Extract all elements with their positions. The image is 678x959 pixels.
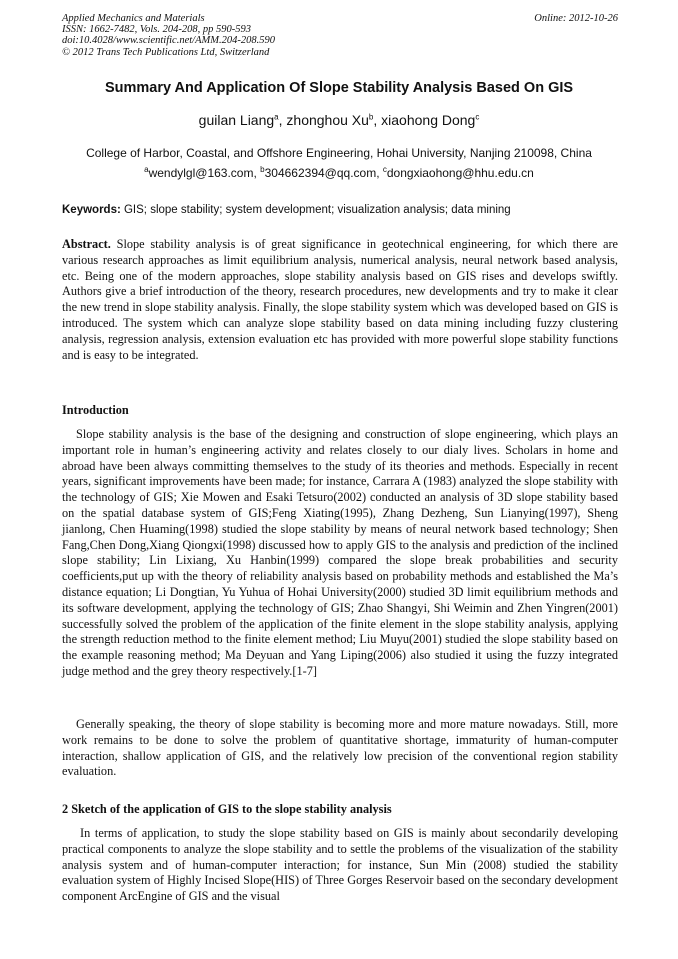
paper-title: Summary And Application Of Slope Stability Analysis Based On GIS xyxy=(104,80,574,96)
online-date: Online: 2012-10-26 xyxy=(534,13,618,24)
email-superscript: b xyxy=(260,165,265,174)
author-name: guilan Liang xyxy=(198,112,275,128)
section-heading-introduction: Introduction xyxy=(62,403,129,417)
email-superscript: a xyxy=(144,165,149,174)
abstract-label: Abstract. xyxy=(62,237,111,251)
paragraph: Generally speaking, the theory of slope stability is becoming more and more mature nowadays. Still, more work remains to be done to solve the problem of quantitative shortage, immaturity of human-computer interaction, shallow application of GIS, and the relatively low precision of the conventional region stability evaluation. xyxy=(62,717,618,779)
keywords-label: Keywords: xyxy=(62,204,121,216)
abstract-text: Slope stability analysis is of great significance in geotechnical engineering, for which there are various research approaches as limit equilibrium analysis, numerical analysis, neural network based analysis, etc. Being one of the modern approaches, slope stability analysis based on GIS rises and develops swiftly. Authors give a brief introduction of the theory, research procedures, new developments and try to make it clear the new trend in slope stability analysis. Finally, the slope stability system which was developed based on GIS is introduced. The system which can analyze slope stability based on data mining including fuzzy clustering analysis, regression analysis, extension evaluation etc has provided with more powerful slope stability functions and is easy to be integrated. xyxy=(62,237,618,362)
author-list xyxy=(40,112,638,128)
email-list xyxy=(30,166,648,180)
email-link[interactable]: wendylgl@163.com, xyxy=(148,166,261,180)
journal-name: Applied Mechanics and Materials xyxy=(62,13,205,24)
paragraph: In terms of application, to study the slope stability based on GIS is mainly about secondarily developing practical components to analyze the slope stability and to settle the problems of the visualization of the stability analysis system and of human-computer interaction; for instance, Sun Min (2008) studied the stability evaluation system of Highly Incised Slope(HIS) of Three Gorges Reservoir based on the secondary development component ArcEngine of GIS and the visual xyxy=(62,826,618,904)
section-heading-2: 2 Sketch of the application of GIS to the slope stability analysis xyxy=(62,802,392,816)
affiliation: College of Harbor, Coastal, and Offshore Engineering, Hohai University, Nanjing 210098, China xyxy=(86,146,592,160)
email-link[interactable]: 304662394@qq.com, xyxy=(264,166,383,180)
keywords-line xyxy=(62,204,618,216)
paragraph: Slope stability analysis is the base of the designing and construction of slope engineering, which plays an important role in human’s engineering activity and relates closely to our dialy lives. Scholars in home and abroad have been always committing themselves to the study of its theories and methods. Especially in recent years, significant improvements have been made; for instance, Carrara A (1983) analyzed the slope stability with the technology of GIS; Xie Mowen and Esaki Tetsuro(2002) conducted an analysis of 3D slope stability based on the spatial database system of GIS;Feng Xiating(1995), Zhang Dezheng, Sun Lianying(1997), Sheng jianlong, Chen Huaming(1998) studied the slope stability by means of neural network based technology; Shen Fang,Chen Dong,Xiang Qiongxi(1998) discussed how to apply GIS to the analysis and prediction of the inclined slope stability; Lin Lixiang, Xu Hanbin(1999) compared the slope break probabilities and security coefficients,put up with the theory of reliability analysis based on probability methods and established the Ma’s distance equation; Li Dongtian, Yu Yuhua of Hohai University(2000) studied 3D limit equilibrium methods and its software development, applying the technology of GIS; Zhao Shangyi, Shi Weimin and Zhen Yingren(2001) successfully solved the problem of the application of the finite element in the slope stability analysis, applying the strength reduction method to the finite element method; Liu Muyu(2001) studied the slope stability based on the example reasoning method; Ma Deyuan and Yang Liping(2006) also studied it using the fuzzy integrated judge method and the grey theory respectively.[1-7] xyxy=(62,427,618,678)
abstract xyxy=(62,237,618,363)
email-link[interactable]: dongxiaohong@hhu.edu.cn xyxy=(386,166,534,180)
author-superscript: c xyxy=(475,112,480,122)
copyright-line: © 2012 Trans Tech Publications Ltd, Switzerland xyxy=(62,46,270,58)
keywords-text: GIS; slope stability; system development; visualization analysis; data mining xyxy=(120,204,511,216)
author-name: , zhonghou Xu xyxy=(278,112,369,128)
author-name: , xiaohong Dong xyxy=(373,112,476,128)
author-superscript: b xyxy=(368,112,374,122)
issn-line: ISSN: 1662-7482, Vols. 204-208, pp 590-593 xyxy=(62,24,251,36)
email-superscript: c xyxy=(382,165,387,174)
journal-header xyxy=(62,13,618,58)
author-superscript: a xyxy=(274,112,279,122)
doi-line[interactable]: doi:10.4028/www.scientific.net/AMM.204-208.590 xyxy=(62,35,275,47)
